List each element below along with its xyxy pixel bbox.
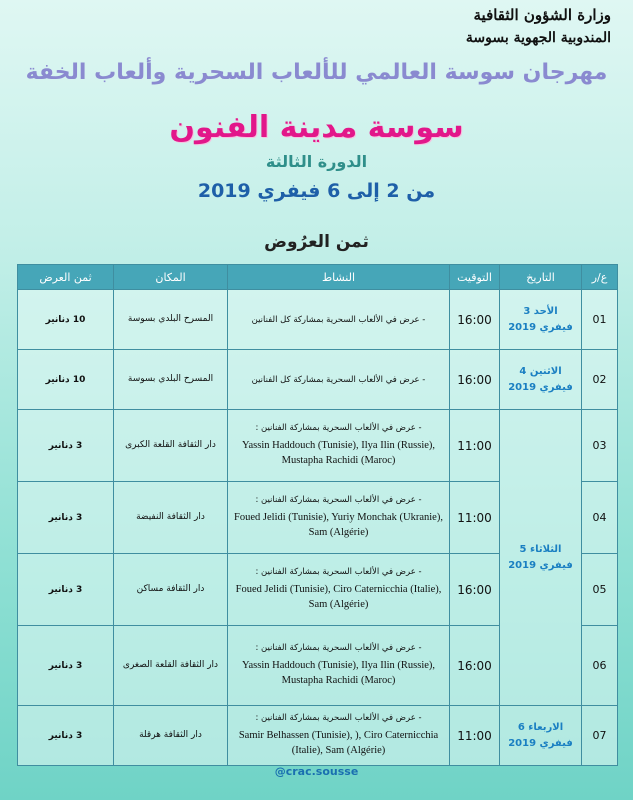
table-row [18, 706, 618, 766]
row-time: 16:00 [450, 350, 500, 410]
row-num: 03 [582, 410, 618, 482]
activity-text: - عرض في الألعاب السحرية بمشاركة الفنانين : [255, 713, 422, 724]
row-venue: المسرح البلدي بسوسة [114, 350, 228, 410]
row-price: 3 دنانير [18, 410, 114, 482]
schedule-table [17, 264, 618, 766]
row-num: 02 [582, 350, 618, 410]
col-header-activity: النشاط [228, 265, 450, 290]
col-header-time: التوقيت [450, 265, 500, 290]
activity-text: - عرض في الألعاب السحرية بمشاركة كل الفنانين [251, 314, 426, 325]
artist-names: Yassin Haddouch (Tunisie), Ilya Ilin (Russie), Mustapha Rachidi (Maroc) [241, 440, 436, 466]
date-day: الاربعاء 6 [517, 721, 564, 733]
row-activity [228, 706, 450, 766]
date-month: فيفري 2019 [508, 559, 573, 571]
activity-text: - عرض في الألعاب السحرية بمشاركة الفنانين : [255, 423, 422, 434]
row-venue: دار الثقافة القلعة الكبرى [114, 410, 228, 482]
row-venue: دار الثقافة هرقلة [114, 706, 228, 766]
row-time: 11:00 [450, 482, 500, 554]
table-header-row [18, 265, 618, 290]
col-header-date: التاريخ [500, 265, 582, 290]
artist-names: Foued Jelidi (Tunisie), Ciro Caternicchia (Italie), Sam (Algérie) [235, 584, 442, 610]
activity-text: - عرض في الألعاب السحرية بمشاركة الفنانين : [255, 567, 422, 578]
ministry-name: وزارة الشؤون الثقافية [473, 6, 611, 24]
activity-text: - عرض في الألعاب السحرية بمشاركة الفنانين : [255, 495, 422, 506]
row-activity [228, 554, 450, 626]
col-header-num: ع/ر [582, 265, 618, 290]
row-price: 3 دنانير [18, 626, 114, 706]
col-header-venue: المكان [114, 265, 228, 290]
row-activity [228, 482, 450, 554]
date-month: فيفري 2019 [508, 321, 573, 333]
row-date-merged [500, 410, 582, 706]
row-num: 06 [582, 626, 618, 706]
row-price: 3 دنانير [18, 706, 114, 766]
activity-text: - عرض في الألعاب السحرية بمشاركة الفنانين : [255, 643, 422, 654]
row-price: 3 دنانير [18, 554, 114, 626]
date-month: فيفري 2019 [508, 381, 573, 393]
row-price: 3 دنانير [18, 482, 114, 554]
ministry-header [466, 6, 611, 46]
row-num: 01 [582, 290, 618, 350]
table-row [18, 350, 618, 410]
date-day: الاثنين 4 [519, 365, 562, 377]
prices-title: ثمن العرُوض [264, 232, 369, 252]
row-date [500, 290, 582, 350]
artist-names: Samir Belhassen (Tunisie), ), Ciro Caternicchia (Italie), Sam (Algérie) [238, 730, 439, 756]
festival-title: مهرجان سوسة العالمي للألعاب السحرية وألعاب الخفة [25, 60, 608, 85]
row-venue: دار الثقافة مساكن [114, 554, 228, 626]
artist-names: Yassin Haddouch (Tunisie), Ilya Ilin (Russie), Mustapha Rachidi (Maroc) [241, 660, 436, 686]
row-venue: دار الثقافة القلعة الصغرى [114, 626, 228, 706]
row-price: 10 دنانير [18, 350, 114, 410]
delegation-name: المندوبية الجهوية بسوسة [465, 30, 611, 46]
row-time: 16:00 [450, 290, 500, 350]
row-time: 16:00 [450, 626, 500, 706]
row-date [500, 350, 582, 410]
row-date [500, 706, 582, 766]
col-header-price: ثمن العرض [18, 265, 114, 290]
date-day: الأحد 3 [523, 305, 558, 317]
festival-dates: من 2 إلى 6 فيفري 2019 [197, 180, 436, 202]
row-activity [228, 410, 450, 482]
row-num: 04 [582, 482, 618, 554]
row-price: 10 دنانير [18, 290, 114, 350]
row-num: 05 [582, 554, 618, 626]
row-time: 16:00 [450, 554, 500, 626]
row-num: 07 [582, 706, 618, 766]
session-label: الدورة الثالثة [265, 152, 368, 171]
table-row [18, 410, 618, 482]
row-activity [228, 626, 450, 706]
date-month: فيفري 2019 [508, 737, 573, 749]
row-venue: المسرح البلدي بسوسة [114, 290, 228, 350]
activity-text: - عرض في الألعاب السحرية بمشاركة كل الفنانين [251, 374, 426, 385]
table-row [18, 290, 618, 350]
city-title: سوسة مدينة الفنون [169, 110, 464, 145]
row-activity [228, 350, 450, 410]
row-time: 11:00 [450, 410, 500, 482]
social-handle: @crac.sousse [274, 765, 359, 778]
row-time: 11:00 [450, 706, 500, 766]
artist-names: Foued Jelidi (Tunisie), Yuriy Monchak (Ukranie), Sam (Algérie) [234, 512, 443, 538]
date-day: الثلاثاء 5 [519, 543, 562, 555]
row-venue: دار الثقافة النفيضة [114, 482, 228, 554]
row-activity [228, 290, 450, 350]
